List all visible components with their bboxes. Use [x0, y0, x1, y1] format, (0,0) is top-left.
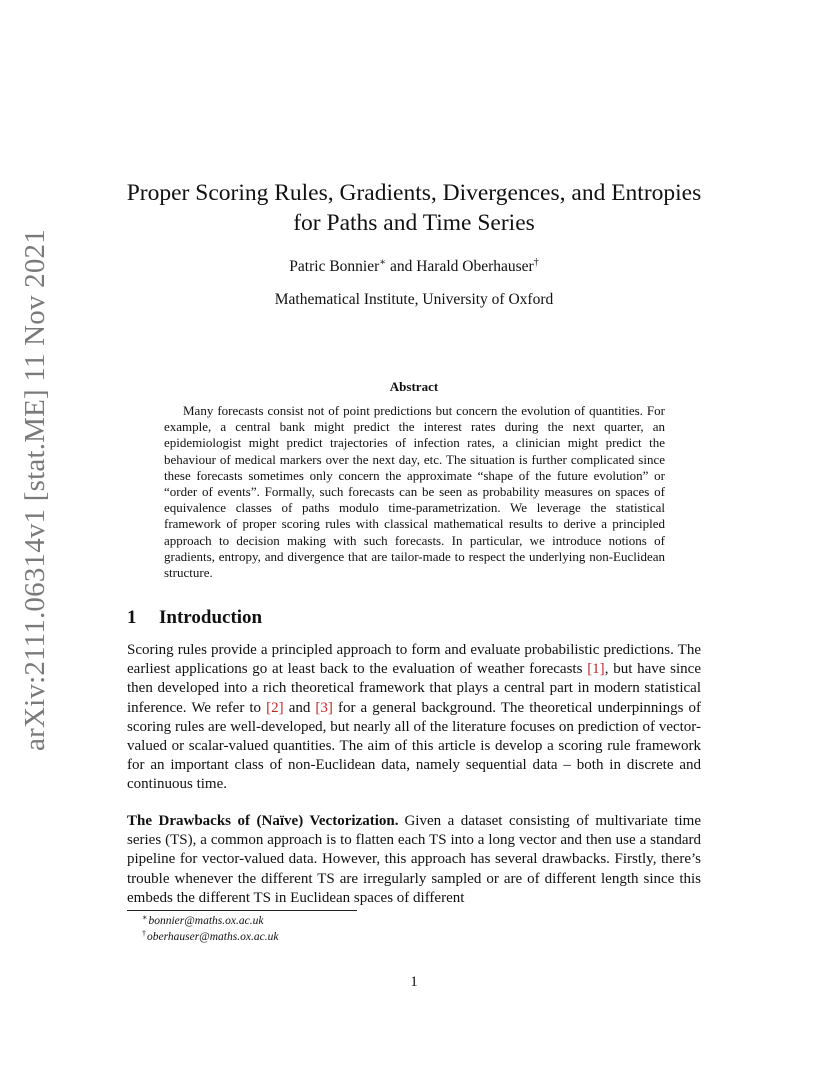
paragraph-text: , but have since then developed into a rich theoretical framework that plays a central part in modern statistical inference. We refer to — [127, 661, 701, 716]
footnote-marker: ∗ — [142, 913, 148, 922]
page-number: 1 — [410, 974, 418, 990]
author-name: Harald Oberhauser — [416, 258, 534, 275]
paper-title-line-1: Proper Scoring Rules, Gradients, Divergences, and Entropies — [126, 180, 702, 206]
section-title: Introduction — [159, 607, 263, 628]
citation-link[interactable]: [1] — [587, 661, 605, 678]
paragraph-text: Given a dataset consisting of multivariate time series (TS), a common approach is to flatten each TS into a long vector and then use a standard pipeline for vector-valued data. However, this approach has several drawbacks. Firstly, there’s trouble whenever the different TS are irregularly sampled or are of different length since this embeds the different TS in Euclidean spaces of different — [127, 813, 701, 906]
footnote-divider — [127, 910, 357, 911]
footnote-marker: † — [533, 257, 539, 268]
citation-link[interactable]: [3] — [315, 699, 333, 716]
introduction-paragraph — [127, 641, 701, 795]
author-list — [100, 257, 728, 277]
abstract-body: Many forecasts consist not of point predictions but concern the evolution of quantities. For example, a central bank might predict the interest rates during the next quarter, an epidemiologist might predict trajectories of infection rates, a clinician might predict the behaviour of medical markers over the next day, etc. The situation is further complicated since these forecasts sometimes only concern the approximate “shape of the future evolution” or “order of events”. Formally, such forecasts can be seen as probability measures on spaces of equivalence classes of paths modulo time-parametrization. We leverage the statistical framework of proper scoring rules with classical mathematical results to derive a principled approach to decision making with such forecasts. In particular, we introduce notions of gradients, entropy, and divergence that are tailor-made to respect the underlying non-Euclidean structure. — [164, 403, 665, 581]
citation-link[interactable]: [2] — [266, 699, 284, 716]
abstract-heading: Abstract — [389, 379, 439, 394]
paper-title — [100, 178, 728, 238]
footnote — [142, 930, 278, 944]
paragraph-text: and — [283, 699, 316, 716]
author-affiliation: Mathematical Institute, University of Oxford — [274, 291, 554, 308]
paper-title-line-2: for Paths and Time Series — [293, 210, 535, 236]
paragraph-text: Scoring rules provide a principled approach to form and evaluate probabilistic predictions. The earliest applications go at least back to the evaluation of weather forecasts — [127, 642, 701, 678]
paragraph-text: for a general background. The theoretical underpinnings of scoring rules are well-developed, but nearly all of the literature focuses on prediction of vector-valued or scalar-valued quantities. The aim of this article is develop a scoring rule framework for an important class of non-Euclidean data, namely sequential data – both in discrete and continuous time. — [127, 699, 701, 793]
footnote-marker: ∗ — [379, 257, 387, 268]
footnote-email: oberhauser@maths.ox.ac.uk — [147, 931, 279, 943]
arxiv-identifier-stamp: arXiv:2111.06314v1 [stat.ME] 11 Nov 2021 — [19, 229, 51, 751]
author-connector: and — [386, 258, 417, 275]
footnote-email: bonnier@maths.ox.ac.uk — [148, 915, 264, 927]
drawbacks-paragraph — [127, 812, 701, 908]
section-heading — [127, 606, 262, 630]
author-name: Patric Bonnier — [289, 258, 380, 275]
footnote-marker: † — [142, 929, 146, 938]
paragraph-run-in-heading: The Drawbacks of (Naïve) Vectorization. — [127, 813, 399, 829]
footnote — [142, 914, 263, 928]
section-number: 1 — [127, 607, 137, 628]
